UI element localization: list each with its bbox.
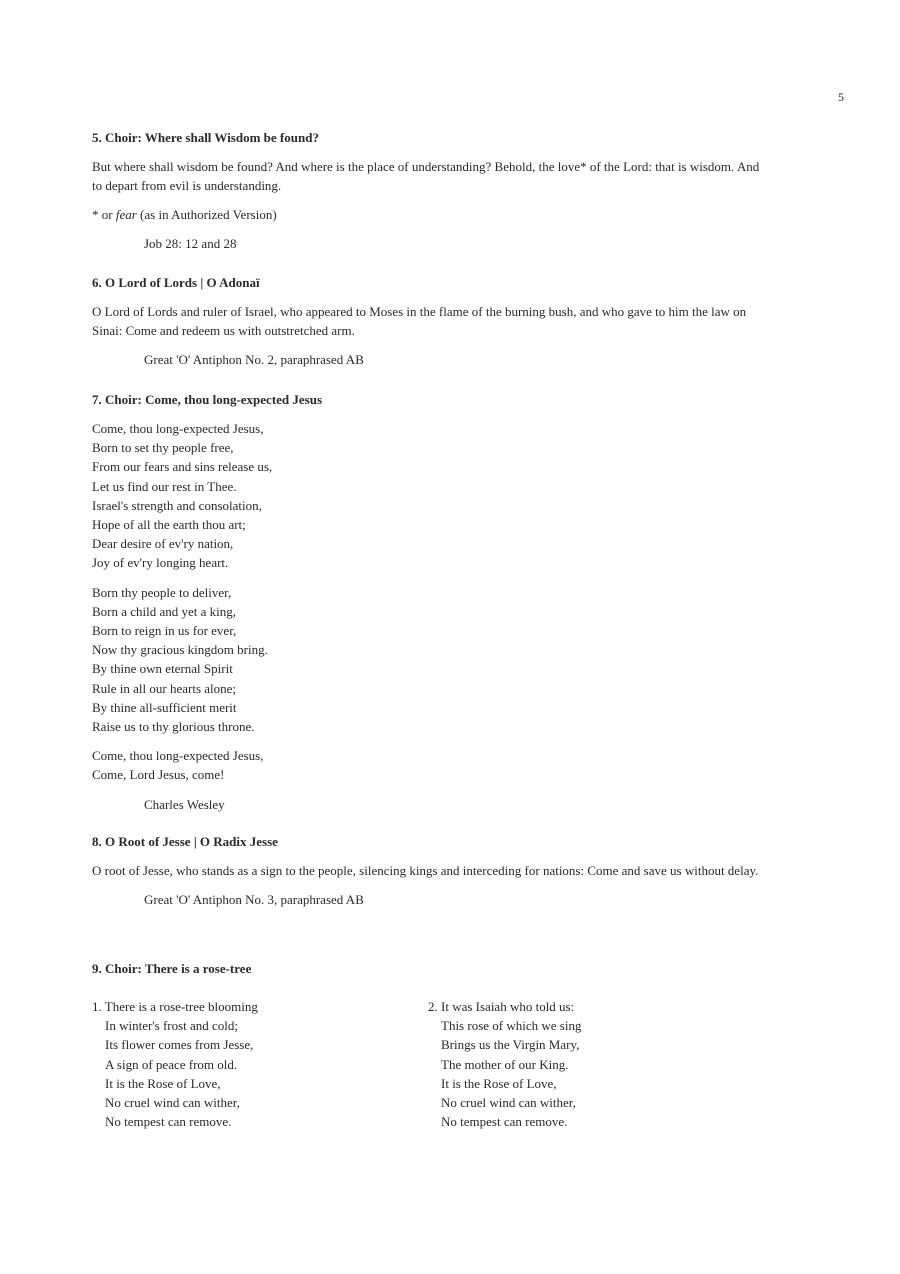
section-7-verse-3: [92, 746, 772, 784]
verse-line: Come, Lord Jesus, come!: [92, 767, 225, 783]
verse-line: No cruel wind can wither,: [441, 1095, 576, 1111]
verse-lines: [428, 997, 581, 1131]
verse-line: Born to reign in us for ever,: [92, 623, 237, 639]
verse-line: 1. There is a rose-tree blooming: [92, 999, 258, 1014]
verse-line: It is the Rose of Love,: [105, 1075, 221, 1091]
verse-line: By thine all-sufficient merit: [92, 699, 237, 715]
page-number: 5: [838, 90, 844, 104]
section-9-heading: 9. Choir: There is a rose-tree: [92, 961, 252, 976]
section-5-footnote: [92, 205, 772, 224]
verse-line: Born thy people to deliver,: [92, 584, 232, 600]
section-8-text: O root of Jesse, who stands as a sign to the people, silencing kings and interceding for nations: Come and save us without delay.: [92, 863, 759, 878]
section-9-verse-1: [92, 997, 258, 1131]
section-6: [92, 273, 772, 369]
footnote-suffix: (as in Authorized Version): [136, 207, 277, 222]
section-8-source: Great 'O' Antiphon No. 3, paraphrased AB: [144, 892, 364, 907]
verse-line: It is the Rose of Love,: [441, 1075, 557, 1091]
verse-line: Come, thou long-expected Jesus,: [92, 421, 264, 436]
section-7-source: Charles Wesley: [144, 796, 225, 812]
verse-line: Its flower comes from Jesse,: [105, 1037, 254, 1053]
verse-line: Dear desire of ev'ry nation,: [92, 536, 234, 552]
footnote-prefix: * or: [92, 207, 116, 222]
section-7-heading: 7. Choir: Come, thou long-expected Jesus: [92, 392, 323, 407]
verse-line: Born a child and yet a king,: [92, 603, 237, 619]
verse-line: Joy of ev'ry longing heart.: [92, 555, 229, 571]
verse-line: In winter's frost and cold;: [105, 1018, 239, 1034]
verse-line: No tempest can remove.: [441, 1114, 568, 1130]
verse-line: This rose of which we sing: [441, 1018, 582, 1034]
footnote-italic: fear: [115, 207, 137, 222]
section-6-heading: 6. O Lord of Lords | O Adonaï: [92, 275, 260, 290]
verse-line: By thine own eternal Spirit: [92, 661, 233, 677]
verse-lines: [92, 997, 258, 1131]
verse-line: From our fears and sins release us,: [92, 459, 273, 475]
verse-line: Hope of all the earth thou art;: [92, 517, 246, 533]
verse-line: No cruel wind can wither,: [105, 1095, 240, 1111]
section-6-source: Great 'O' Antiphon No. 2, paraphrased AB: [144, 352, 364, 367]
section-7: [92, 390, 772, 814]
verse-line: Brings us the Virgin Mary,: [441, 1037, 580, 1053]
section-5: [92, 128, 772, 253]
verse-line: Rule in all our hearts alone;: [92, 680, 237, 696]
section-7-verse-2: [92, 583, 772, 737]
verse-line: Let us find our rest in Thee.: [92, 478, 237, 494]
section-6-text: O Lord of Lords and ruler of Israel, who appeared to Moses in the flame of the burning bush, and who gave to him the law on Sinai: Come and redeem us with outstretched arm.: [92, 304, 747, 338]
section-9: [92, 959, 772, 978]
verse-line: Israel's strength and consolation,: [92, 497, 262, 513]
verse-line: Born to set thy people free,: [92, 440, 234, 456]
verse-line: 2. It was Isaiah who told us:: [428, 999, 575, 1014]
section-5-heading: 5. Choir: Where shall Wisdom be found?: [92, 130, 319, 145]
section-8: [92, 832, 772, 909]
section-9-verse-2: [428, 997, 581, 1131]
verse-line: The mother of our King.: [441, 1056, 569, 1072]
section-8-heading: 8. O Root of Jesse | O Radix Jesse: [92, 834, 278, 849]
section-7-verse-1: [92, 419, 772, 573]
verse-line: Come, thou long-expected Jesus,: [92, 748, 264, 764]
section-5-text: But where shall wisdom be found? And where is the place of understanding? Behold, the love* of the Lord: that is wisdom. And to depart from evil is understanding.: [92, 159, 760, 193]
verse-line: Now thy gracious kingdom bring.: [92, 642, 268, 658]
verse-line: A sign of peace from old.: [105, 1056, 238, 1072]
verse-line: Raise us to thy glorious throne.: [92, 719, 255, 735]
verse-line: No tempest can remove.: [105, 1114, 232, 1130]
section-5-source: Job 28: 12 and 28: [144, 236, 237, 251]
